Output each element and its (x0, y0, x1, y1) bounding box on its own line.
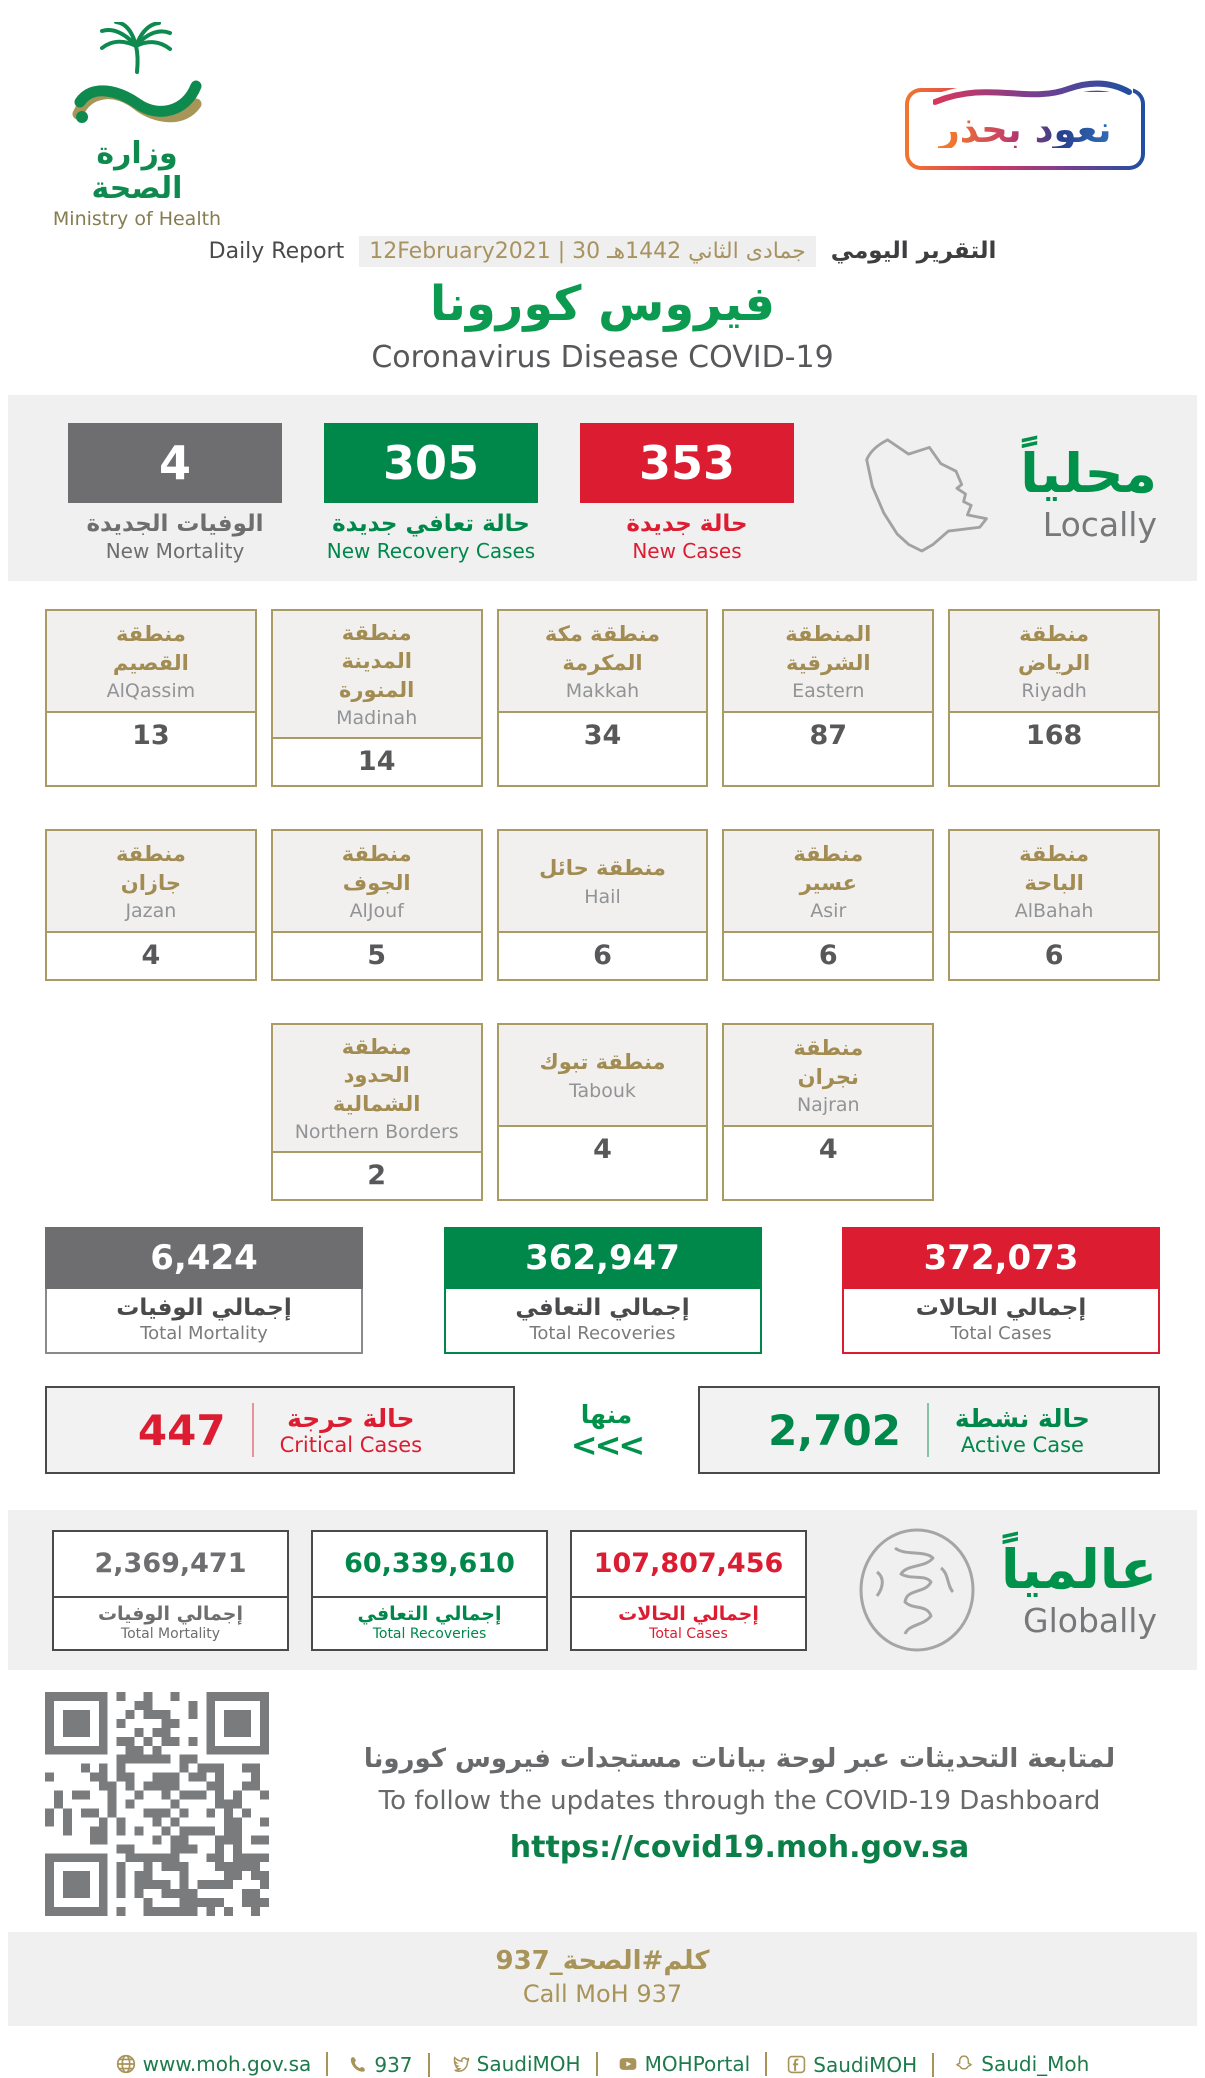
footer-item-facebook[interactable] (772, 2053, 934, 2077)
region-name-ar: منطقة جازان (115, 842, 186, 895)
total-cases-box (842, 1227, 1160, 1354)
region-value: 2 (367, 1160, 387, 1192)
globally-stats (52, 1530, 807, 1651)
dashboard-section (45, 1692, 1160, 1916)
totals-row (45, 1227, 1160, 1354)
facebook-icon (787, 2055, 806, 2074)
region-name-en: Jazan (125, 899, 177, 922)
new-mortality-value: 4 (68, 423, 282, 503)
total-cases-label-en: Total Cases (950, 1323, 1052, 1345)
call-moh-en: Call MoH 937 (522, 1980, 683, 2009)
region-name-en: Riyadh (1021, 679, 1087, 702)
global-mortality-value: 2,369,471 (94, 1548, 247, 1580)
new-mortality-stat (68, 423, 282, 563)
daily-report-en: Daily Report (208, 239, 345, 264)
global-mortality-box (52, 1530, 289, 1651)
region-card-albahah (948, 829, 1160, 981)
footer-item-twitter[interactable] (435, 2052, 598, 2076)
global-cases-label-ar: إجمالي الحالات (618, 1602, 759, 1625)
of-which-label: منها (580, 1399, 633, 1429)
critical-active-row (45, 1386, 1160, 1474)
region-card-makkah (497, 609, 709, 787)
locally-heading-ar: محلياً (1020, 441, 1157, 505)
new-cases-label-en: New Cases (632, 539, 742, 563)
logo-title-ar: وزارة الصحة (91, 136, 183, 206)
region-name-ar: منطقة الحدود الشمالية (332, 1035, 421, 1116)
page-title-en: Coronavirus Disease COVID-19 (371, 340, 834, 375)
new-recovery-value: 305 (324, 423, 538, 503)
moh-logo-icon (62, 22, 212, 130)
youtube-icon (618, 2054, 638, 2074)
region-name-en: Asir (810, 899, 847, 922)
region-value: 6 (818, 940, 838, 972)
badge-swoosh-icon (933, 76, 1133, 108)
total-recoveries-label-ar: إجمالي التعافي (515, 1295, 690, 1322)
call-moh-ar: كلم#الصحة_937 (495, 1946, 710, 1977)
region-name-ar: منطقة عسير (793, 842, 864, 895)
phone-icon (348, 2055, 367, 2074)
locally-section (8, 395, 1197, 581)
region-name-ar: منطقة المدينة المنورة (338, 621, 415, 702)
total-mortality-box (45, 1227, 363, 1354)
global-cases-box (570, 1530, 807, 1651)
footer-item-phone[interactable] (333, 2053, 429, 2077)
global-recoveries-label-en: Total Recoveries (372, 1625, 487, 1642)
region-name-ar: منطقة القصيم (112, 622, 189, 675)
page-title-ar: فيروس كورونا (429, 276, 776, 332)
global-recoveries-box (311, 1530, 548, 1651)
new-cases-stat (580, 423, 794, 563)
region-value: 4 (818, 1134, 838, 1166)
region-value: 13 (132, 720, 170, 751)
globally-heading-ar: عالمياً (1001, 1537, 1157, 1601)
critical-cases-box (45, 1386, 515, 1474)
dashboard-text-en: To follow the updates through the COVID-19 Dashboard (378, 1785, 1101, 1816)
region-cards-row2 (45, 829, 1160, 981)
global-cases-label-en: Total Cases (649, 1625, 728, 1642)
region-card-riyadh (948, 609, 1160, 787)
region-value: 87 (809, 720, 848, 751)
region-name-en: Hail (584, 885, 621, 908)
region-name-ar: منطقة الرياض (1018, 622, 1091, 675)
new-mortality-label-ar: الوفيات الجديدة (86, 511, 264, 537)
new-mortality-label-en: New Mortality (105, 539, 245, 563)
region-name-ar: منطقة مكة المكرمة (544, 622, 661, 675)
region-card-northern-borders (271, 1023, 483, 1201)
region-name-en: Madinah (336, 707, 418, 730)
region-card-tabouk (497, 1023, 709, 1201)
region-name-en: Eastern (792, 679, 865, 702)
divider (927, 1403, 929, 1457)
region-name-en: Makkah (565, 679, 640, 702)
footer-item-youtube[interactable] (603, 2052, 768, 2076)
region-name-en: AlBahah (1014, 899, 1094, 922)
region-card-asir (722, 829, 934, 981)
locally-heading-block (842, 427, 1157, 561)
dashboard-text-ar: لمتابعة التحديثات عبر لوحة بيانات مستجدات فيروس كورونا (363, 1743, 1116, 1774)
global-cases-value: 107,807,456 (593, 1548, 784, 1580)
region-name-ar: منطقة الجوف (341, 842, 412, 895)
critical-cases-label-ar: حالة حرجة (287, 1403, 415, 1433)
region-name-ar: منطقة الباحة (1019, 842, 1090, 895)
qr-code (45, 1692, 269, 1916)
region-cards-row3 (45, 1023, 1160, 1201)
badge-label: نعود بحذر (938, 107, 1112, 151)
divider (252, 1403, 254, 1457)
total-mortality-label-ar: إجمالي الوفيات (116, 1295, 292, 1322)
footer-label: SaudiMOH (476, 2052, 581, 2077)
globally-heading-block (855, 1528, 1157, 1652)
region-name-en: AlQassim (106, 679, 196, 702)
new-recovery-label-en: New Recovery Cases (326, 539, 536, 563)
region-card-jazan (45, 829, 257, 981)
global-mortality-label-ar: إجمالي الوفيات (97, 1602, 244, 1625)
globally-section (8, 1510, 1197, 1670)
footer-label: www.moh.gov.sa (142, 2052, 312, 2077)
new-cases-value: 353 (580, 423, 794, 503)
footer-label: MOHPortal (644, 2052, 751, 2077)
new-recovery-label-ar: حالة تعافي جديدة (332, 511, 530, 537)
globally-heading-en: Globally (1023, 1601, 1157, 1641)
region-value: 34 (583, 720, 622, 751)
region-name-en: Northern Borders (294, 1121, 459, 1144)
region-name-ar: منطقة حائل (539, 856, 666, 881)
region-card-hail (497, 829, 709, 981)
footer-label: Saudi_Moh (981, 2052, 1090, 2077)
total-recoveries-box (444, 1227, 762, 1354)
critical-cases-label-en: Critical Cases (279, 1432, 423, 1457)
global-recoveries-value: 60,339,610 (344, 1548, 515, 1580)
total-recoveries-value: 362,947 (444, 1227, 762, 1289)
total-mortality-value: 6,424 (45, 1227, 363, 1289)
new-cases-label-ar: حالة جديدة (626, 511, 748, 537)
active-cases-label-ar: حالة نشطة (954, 1403, 1090, 1433)
globe-icon (855, 1528, 979, 1652)
locally-stats (68, 423, 794, 563)
report-line (0, 238, 1205, 264)
of-which-block (570, 1399, 643, 1464)
return-with-caution-badge (905, 88, 1145, 170)
logo-title-en: Ministry of Health (52, 208, 222, 230)
region-value: 4 (141, 940, 161, 972)
footer (0, 2052, 1205, 2078)
critical-cases-value: 447 (137, 1405, 226, 1455)
region-card-najran (722, 1023, 934, 1201)
region-value: 14 (357, 746, 396, 778)
region-name-ar: منطقة نجران (793, 1036, 864, 1089)
region-value: 6 (1044, 940, 1064, 972)
region-value: 4 (593, 1134, 612, 1166)
total-cases-value: 372,073 (842, 1227, 1160, 1289)
snapchat-icon (954, 2054, 974, 2074)
header (0, 0, 1205, 230)
twitter-icon (450, 2054, 470, 2074)
region-cards-row1 (45, 609, 1160, 787)
footer-item-snapchat[interactable] (939, 2052, 1104, 2076)
region-card-madinah (271, 609, 483, 787)
active-cases-value: 2,702 (768, 1405, 901, 1455)
region-name-en: AlJouf (349, 899, 404, 922)
total-recoveries-label-en: Total Recoveries (529, 1323, 676, 1345)
footer-label: 937 (374, 2052, 413, 2077)
region-value: 5 (367, 940, 387, 972)
saudi-map-icon (842, 427, 994, 561)
region-value: 168 (1025, 720, 1083, 751)
report-date: 12February2021 | 30 جمادى الثاني 1442هـ (359, 236, 816, 267)
daily-report-ar: التقرير اليومي (830, 238, 997, 264)
locally-heading-en: Locally (1042, 505, 1157, 545)
globe-icon (116, 2054, 136, 2074)
call-moh-band (8, 1932, 1197, 2026)
new-recovery-stat (324, 423, 538, 563)
region-name-en: Tabouk (569, 1079, 636, 1102)
footer-label: SaudiMOH (813, 2052, 918, 2077)
global-recoveries-label-ar: إجمالي التعافي (357, 1602, 502, 1625)
moh-logo (52, 22, 222, 230)
active-cases-label-en: Active Case (960, 1432, 1084, 1457)
active-cases-box (698, 1386, 1160, 1474)
global-mortality-label-en: Total Mortality (120, 1625, 221, 1642)
region-card-alqassim (45, 609, 257, 787)
footer-item-website[interactable] (101, 2052, 329, 2076)
dashboard-url-link[interactable]: https://covid19.moh.gov.sa (509, 1829, 970, 1865)
region-name-ar: المنطقة الشرقية (785, 622, 872, 675)
region-name-ar: منطقة تبوك (539, 1050, 666, 1075)
region-name-en: Najran (796, 1093, 860, 1116)
total-cases-label-ar: إجمالي الحالات (915, 1295, 1087, 1322)
region-card-aljouf (271, 829, 483, 981)
chevrons-left-icon: <<< (570, 1425, 643, 1464)
region-value: 6 (593, 940, 612, 972)
region-card-eastern (722, 609, 934, 787)
total-mortality-label-en: Total Mortality (140, 1323, 268, 1345)
